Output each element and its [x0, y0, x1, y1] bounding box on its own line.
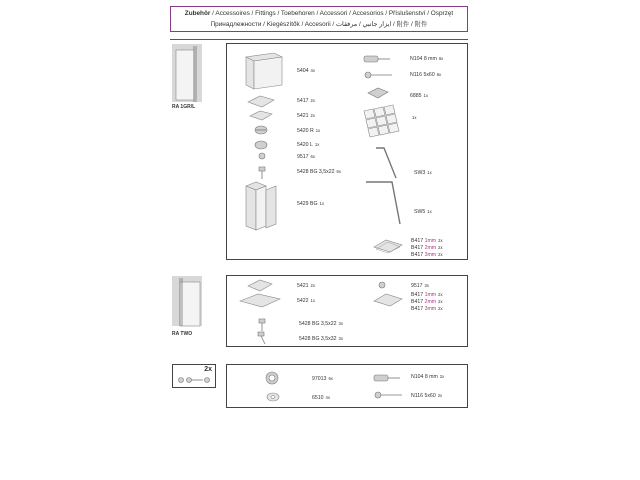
pad-illustration	[368, 88, 388, 100]
part-label: 5428 BG 3,5x22 6x	[297, 169, 341, 175]
part-label: 5429 BG 1x	[297, 201, 324, 207]
shim-illustration	[374, 294, 402, 308]
part-label: N104 8 mm 6x	[410, 56, 444, 62]
part-label: 5404 4x	[297, 68, 315, 74]
part-label: 5421 2x	[297, 283, 315, 289]
small-plate-illustration	[250, 111, 272, 121]
separator-line	[170, 39, 468, 40]
part-label: B417 2mm 2x	[411, 245, 443, 251]
part-label: B417 2mm 2x	[411, 299, 443, 305]
part-label: 97013 6x	[312, 376, 333, 382]
shower-door-thumbnail-2	[172, 276, 202, 326]
screw-long-illustration	[256, 331, 268, 345]
glass-seal-plate-illustration	[248, 96, 274, 108]
part-label: 5420 R 1x	[297, 128, 321, 134]
part-label: B417 1mm 2x	[411, 292, 443, 298]
part-label: N116 5x60 6x	[410, 72, 442, 78]
part-label: B417 3mm 2x	[411, 252, 443, 258]
shower-door-thumbnail-1	[172, 44, 202, 102]
small-plate-illustration	[248, 280, 272, 292]
part-label: 6885 1x	[410, 93, 428, 99]
dowel-illustration	[362, 54, 392, 64]
multiplier-label: 2x	[204, 366, 212, 373]
parts-box-2x	[226, 364, 468, 408]
part-label: 5428 BG 3,5x32 3x	[299, 336, 343, 342]
small-cap-illustration	[258, 152, 266, 160]
cap-right-illustration	[254, 124, 268, 136]
shim-illustration	[374, 240, 402, 254]
header-title-line2: Принадлежности / Kiegészítők / Accesorii / ايزار جانبي / مرفقات / 附件 / 附件	[210, 21, 428, 28]
part-label: SW5 1x	[414, 209, 432, 215]
part-label: 1x	[412, 115, 417, 120]
header-title-rest: / Accessoires / Fittings / Toebehoren / Accessori / Accesorios / Příslušenství / Osprzęt	[210, 10, 454, 17]
multiplier-box	[172, 364, 216, 388]
section-caption-ra-1grl: RA 1GR/L	[172, 104, 196, 110]
allen-key-sw5-illustration	[364, 180, 404, 226]
hinge-set-thumbnail	[177, 374, 213, 386]
part-label: SW3 1x	[414, 170, 432, 176]
part-label: 5417 2x	[297, 98, 315, 104]
screw-long-illustration	[374, 390, 404, 400]
tile-sheet-illustration	[360, 107, 406, 137]
part-label: N116 5x60 2x	[411, 393, 443, 399]
small-cap-illustration	[378, 281, 386, 289]
clamp-ring-illustration	[264, 370, 280, 386]
screw-long-illustration	[364, 70, 394, 80]
section-caption-ra-two: RA TWO	[172, 331, 193, 337]
part-label: B417 3mm 2x	[411, 306, 443, 312]
cap-left-illustration	[254, 140, 268, 150]
part-label: 9517 6x	[297, 154, 315, 160]
screw-illustration	[258, 166, 266, 180]
wall-profile-illustration	[244, 180, 280, 232]
washer-illustration	[266, 392, 280, 402]
part-label: 6510 4x	[312, 395, 330, 401]
part-label: 5428 BG 3,5x22 3x	[299, 321, 343, 327]
part-label: 9517 3x	[411, 283, 429, 289]
header-title-bold: Zubehör	[184, 10, 211, 17]
dowel-illustration	[372, 372, 402, 384]
part-label: 5422 1x	[297, 298, 315, 304]
hinge-plate-illustration	[244, 51, 284, 91]
allen-key-sw3-illustration	[374, 146, 400, 180]
screw-illustration	[258, 318, 266, 332]
part-label: B417 1mm 2x	[411, 238, 443, 244]
part-label: N104 8 mm 2x	[411, 374, 445, 380]
accessories-header	[170, 6, 468, 32]
glass-plate-illustration	[240, 294, 280, 308]
part-label: 5420 L 1x	[297, 142, 320, 148]
part-label: 5421 2x	[297, 113, 315, 119]
